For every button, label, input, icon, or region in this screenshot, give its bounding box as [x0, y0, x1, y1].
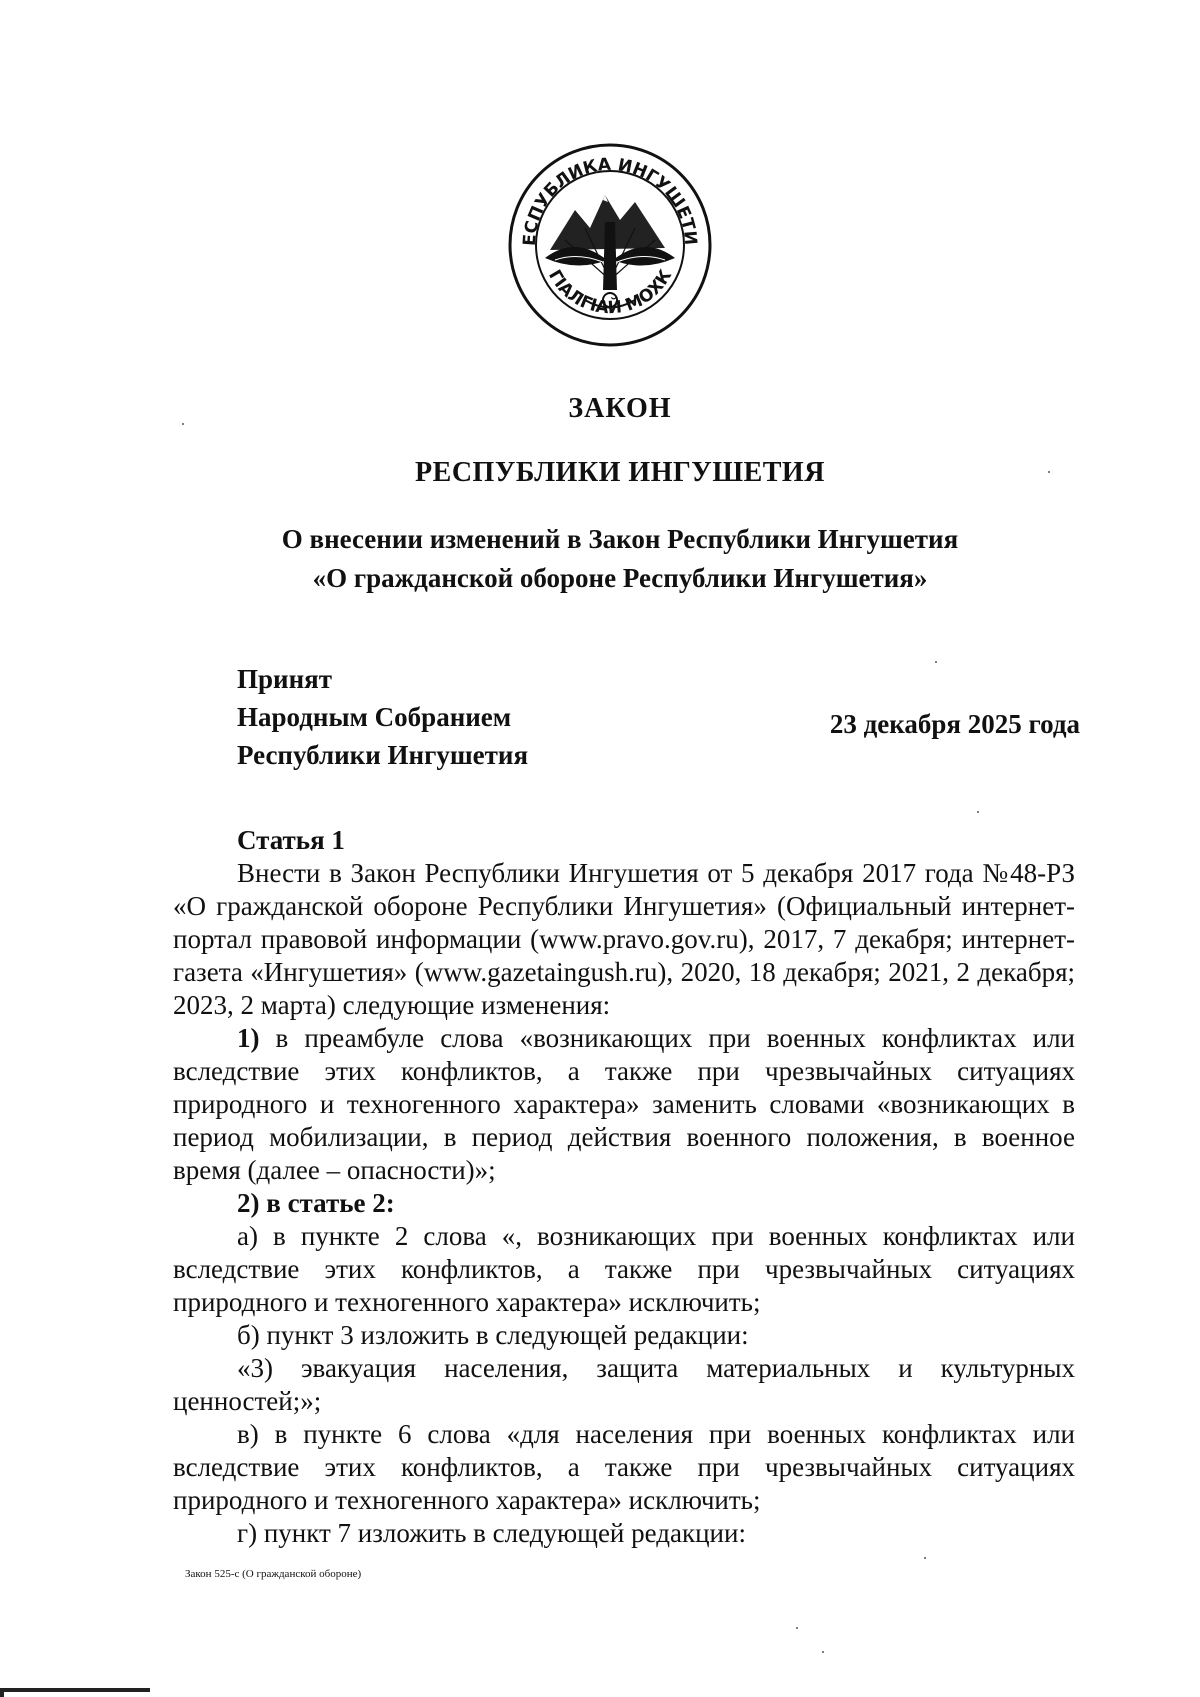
sub-item-a: а) в пункте 2 слова «, возникающих при военных конфликтах или вследствие этих конфликтов, а также при чрезвычайных ситуациях природного и техногенного характера» исключить; — [173, 1221, 1075, 1317]
scan-edge-line — [0, 1688, 4, 1697]
item-1-number: 1) — [237, 1023, 260, 1053]
sub-item-g: г) пункт 7 изложить в следующей редакции: — [237, 1518, 746, 1548]
adoption-line-3: Республики Ингушетия — [237, 740, 529, 770]
about-line-2: «О гражданской обороне Республики Ингушетия» — [312, 563, 928, 593]
article-body — [173, 824, 1075, 1550]
scan-speck — [1048, 471, 1050, 473]
article-heading: Статья 1 — [237, 825, 345, 855]
scan-speck — [822, 1651, 824, 1653]
footer-note: Закон 525-с (О гражданской обороне) — [185, 1568, 362, 1580]
about-line-1: О внесении изменений в Закон Республики Ингушетия — [281, 524, 959, 554]
document-about — [0, 520, 1200, 598]
article-intro: Внести в Закон Республики Ингушетия от 5 декабря 2017 года №48-РЗ «О гражданской обороне Республики Ингушетия» (Официальный интернет-портал правовой информации (www.pravo.gov.ru), 2017, 7 декабря; интернет-газета «Ингушетия» (www.gazetaingush.ru), 2020, 18 декабря; 2021, 2 декабря; 2023, 2 марта) следующие изменения: — [173, 858, 1075, 1020]
document-title: ЗАКОН — [568, 393, 672, 424]
emblem-bottom-text: ГIАЛГIАЙ МОХК — [543, 266, 677, 319]
emblem-icon — [505, 140, 715, 350]
article-item-2: 2) в статье 2: — [237, 1188, 395, 1218]
document-subtitle: РЕСПУБЛИКИ ИНГУШЕТИЯ — [415, 457, 825, 488]
adoption-block — [237, 660, 528, 774]
adoption-date: 23 декабря 2025 года — [829, 709, 1080, 739]
sub-item-b-quote: «3) эвакуация населения, защита материальных и культурных ценностей;»; — [173, 1353, 1075, 1416]
scan-speck — [935, 661, 937, 663]
scan-edge-line — [0, 1688, 150, 1692]
scan-speck — [796, 1627, 798, 1629]
adoption-line-2: Народным Собранием — [237, 702, 512, 732]
emblem-top-text: ЕСПУБЛИКА ИНГУШЕТИ — [519, 154, 701, 247]
scan-speck — [182, 423, 184, 425]
adoption-line-1: Принят — [237, 664, 333, 694]
scan-speck — [977, 811, 979, 813]
article-item-1 — [173, 1022, 1075, 1187]
item-1-text: в преамбуле слова «возникающих при военных конфликтах или вследствие этих конфликтов, а также при чрезвычайных ситуациях природного и техногенного характера» заменить словами «возникающих в период мобилизации, в период действия военного положения, в военное время (далее – опасности)»; — [173, 1023, 1075, 1185]
sub-item-b: б) пункт 3 изложить в следующей редакции: — [237, 1320, 749, 1350]
scan-speck — [924, 1557, 926, 1559]
sub-item-v: в) в пункте 6 слова «для населения при военных конфликтах или вследствие этих конфликтов, а также при чрезвычайных ситуациях природного и техногенного характера» исключить; — [173, 1419, 1075, 1515]
